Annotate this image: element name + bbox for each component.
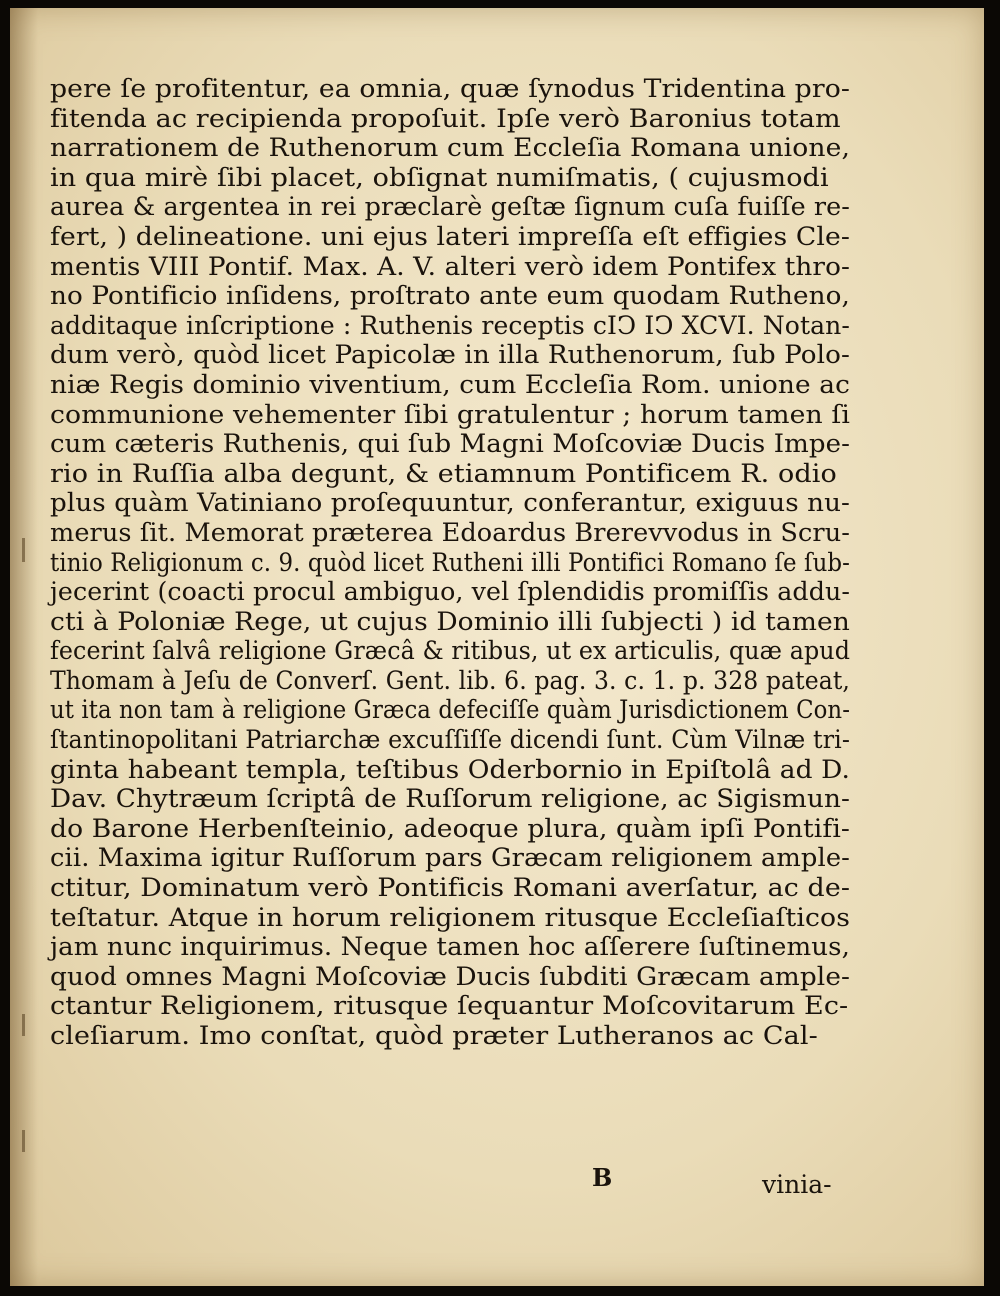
text-line: mentis VIII Pontif. Max. A. V. alteri verò idem Pontifex thro- [50, 251, 850, 281]
text-line: ginta habeant templa, teſtibus Oderbornio in Epiſtolâ ad D. [50, 754, 850, 784]
margin-mark [22, 1014, 25, 1036]
book-page [10, 8, 984, 1286]
text-line: cii. Maxima igitur Ruſſorum pars Græcam religionem ample- [50, 843, 850, 873]
margin-mark [22, 1130, 25, 1152]
text-line: tinio Religionum c. 9. quòd licet Rutheni illi Pontifici Romano ſe ſub- [50, 547, 850, 577]
text-line: cum cæteris Ruthenis, qui ſub Magni Moſcoviæ Ducis Impe- [50, 429, 850, 459]
text-line: fitenda ac recipienda propoſuit. Ipſe verò Baronius totam [50, 103, 841, 133]
text-line: communione vehementer ſibi gratulentur ; horum tamen ſi [50, 399, 851, 429]
text-line: narrationem de Ruthenorum cum Eccleſia Romana unione, [50, 133, 850, 163]
text-line: cti à Poloniæ Rege, ut cujus Dominio illi ſubjecti ) id tamen [50, 606, 850, 636]
text-line: do Barone Herbenſteinio, adeoque plura, quàm ipſi Pontifi- [50, 813, 850, 843]
text-line: Thomam à Jeſu de Converſ. Gent. lib. 6. pag. 3. c. 1. p. 328 pateat, [50, 665, 850, 695]
margin-mark [22, 538, 25, 562]
text-line: Dav. Chytræum ſcriptâ de Ruſſorum religione, ac Sigismun- [50, 784, 850, 814]
text-line: cleſiarum. Imo conſtat, quòd præter Lutheranos ac Cal- [50, 1021, 818, 1050]
text-line: ſtantinopolitani Patriarchæ excuſſiſſe dicendi ſunt. Cùm Vilnæ tri- [50, 725, 850, 755]
text-line: jecerint (coacti procul ambiguo, vel ſplendidis promiſſis addu- [50, 577, 850, 607]
text-line: teſtatur. Atque in horum religionem ritusque Eccleſiaſticos [50, 902, 851, 932]
catchword: vinia- [762, 1170, 832, 1199]
text-line: ctantur Religionem, ritusque ſequantur Moſcovitarum Ec- [50, 991, 849, 1021]
text-line: fert, ) delineatione. uni ejus lateri impreſſa eſt effigies Cle- [50, 221, 851, 251]
body-text [50, 74, 850, 1051]
text-line: quod omnes Magni Moſcoviæ Ducis ſubditi Græcam ample- [50, 961, 850, 991]
text-line: no Pontificio inſidens, proſtrato ante eum quodam Rutheno, [50, 281, 850, 311]
text-line: in qua mirè ſibi placet, obſignat numiſmatis, ( cujusmodi [50, 162, 829, 192]
text-line: ctitur, Dominatum verò Pontificis Romani averſatur, ac de- [50, 873, 851, 903]
text-line: rio in Ruſſia alba degunt, & etiamnum Pontificem R. odio [50, 458, 837, 488]
text-line: additaque inſcriptione : Ruthenis receptis cIↃ IↃ XCVI. Notan- [50, 310, 850, 340]
text-line: fecerint ſalvâ religione Græcâ & ritibus, ut ex articulis, quæ apud [50, 636, 850, 666]
text-line: ut ita non tam à religione Græca defeciſſe quàm Jurisdictionem Con- [50, 695, 850, 725]
text-line: plus quàm Vatiniano proſequuntur, conferantur, exiguus nu- [50, 488, 850, 518]
text-line: aurea & argentea in rei præclarè geſtæ ſignum cuſa fuiſſe re- [50, 192, 850, 222]
text-line: jam nunc inquirimus. Neque tamen hoc aſſerere ſuſtinemus, [50, 932, 850, 962]
signature-mark: B [592, 1163, 613, 1192]
text-line: pere ſe profitentur, ea omnia, quæ ſynodus Tridentina pro- [50, 74, 850, 103]
text-line: merus ſit. Memorat præterea Edoardus Brerevvodus in Scru- [50, 517, 851, 547]
text-line: niæ Regis dominio viventium, cum Eccleſia Rom. unione ac [50, 369, 851, 399]
text-line: dum verò, quòd licet Papicolæ in illa Ruthenorum, ſub Polo- [50, 340, 850, 370]
